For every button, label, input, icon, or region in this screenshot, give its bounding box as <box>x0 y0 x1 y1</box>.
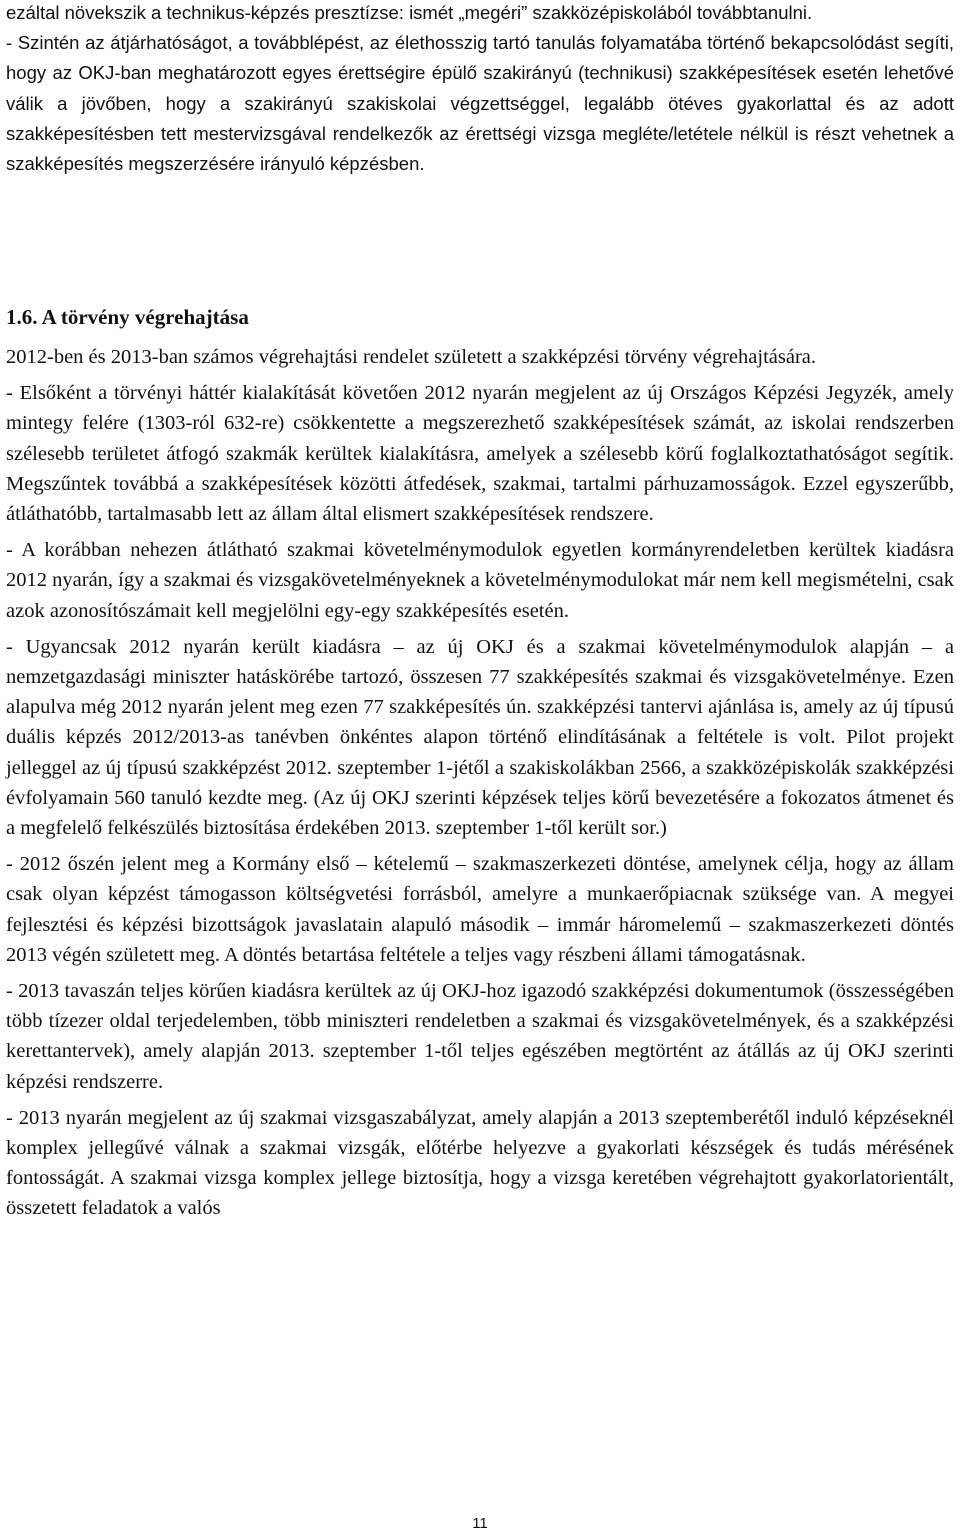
paragraph-vocational-requirements: - Ugyancsak 2012 nyarán került kiadásra – az új OKJ és a szakmai követelménymodulok alapján – a nemzetgazdasági miniszter hatáskörébe tartozó, összesen 77 szakképesítés szakmai és vizsgakövetelménye. Ezen alapulva még 2012 nyarán jelent meg ezen 77 szakképesítés ún. szakképzési tantervi ajánlása is, amely az új típusú duális képzés 2012/2013-as tanévben önkéntes alapon történő elindításának a feltétele is volt. Pilot projekt jelleggel az új típusú szakképzést 2012. szeptember 1-jétől a szakiskolákban 2566, a szakközépiskolák szakképzési évfolyamain 560 tanuló kezdte meg. (Az új OKJ szerinti képzések teljes körű bevezetésére a fokozatos átmenet és a megfelelő felkészülés biztosítása érdekében 2013. szeptember 1-től került sor.) <box>6 635 954 840</box>
paragraph-government-decision: - 2012 őszén jelent meg a Kormány első – kételemű – szakmaszerkezeti döntése, amelynek célja, hogy az állam csak olyan képzést támogasson költségvetési forrásból, amelyre a munkaerőpiacnak szüksége van. A megyei fejlesztési és képzési bizottságok javaslatain alapuló második – immár háromelemű – szakmaszerkezeti döntés 2013 végén született meg. A döntés betartása feltétele a teljes vagy részbeni állami támogatásnak. <box>6 853 954 966</box>
paragraph-exam-regulation: - 2013 nyarán megjelent az új szakmai vizsgaszabályzat, amely alapján a 2013 szeptemberétől induló képzéseknél komplex jellegűvé válnak a szakmai vizsgák, előtérbe helyezve a gyakorlati készségek és tudás mérésének fontosságát. A szakmai vizsga komplex jellege biztosítja, hogy a vizsga keretében végrehajtott gyakorlatorientált, összetett feladatok a valós <box>6 1106 954 1220</box>
paragraph-okj-register: - Elsőként a törvényi háttér kialakítását követően 2012 nyarán megjelent az új Országos Képzési Jegyzék, amely mintegy felére (1303-ról 632-re) csökkentette a megszerezhető szakképesítések számát, az iskolai rendszerben szélesebb területet átfogó szakmák kerültek kialakításra, amelyek a szélesebb körű foglalkoztathatóságot segítik. Megszűntek továbbá a szakképesítések közötti átfedések, szakmai, tartalmi párhuzamosságok. Ezzel egyszerűbb, átláthatóbb, tartalmasabb lett az állam által elismert szakképesítések rendszere. <box>6 382 954 526</box>
section-heading: 1.6. A törvény végrehajtása <box>6 305 249 329</box>
paragraph-intro: 2012-ben és 2013-ban számos végrehajtási rendelet született a szakképzési törvény végrehajtására. <box>6 346 816 368</box>
paragraph-okj-access: - Szintén az átjárhatóságot, a továbblépést, az élethosszig tartó tanulás folyamatába történő bekapcsolódást segíti, hogy az OKJ-ban meghatározott egyes érettségire épülő szakirányú (technikusi) szakképesítések esetén lehetővé válik a jövőben, hogy a szakirányú szakiskolai végzettséggel, legalább ötéves gyakorlattal és az adott szakképesítésben tett mestervizsgával rendelkezők az érettségi vizsga megléte/letétele nélkül is részt vehetnek a szakképesítés megszerzésére irányuló képzésben. <box>6 32 954 175</box>
top-text-block <box>6 0 954 179</box>
page-number: 11 <box>472 1515 488 1532</box>
paragraph-training-documents: - 2013 tavaszán teljes körűen kiadásra kerültek az új OKJ-hoz igazodó szakképzési dokumentumok (összességében több tízezer oldal terjedelemben, több miniszteri rendeletben a szakmai és vizsgakövetelmények, és a szakképzési kerettantervek), amely alapján 2013. szeptember 1-től teljes egészében megtörtént az átállás az új OKJ szerinti képzési rendszerre. <box>6 980 954 1093</box>
paragraph-continuation: ezáltal növekszik a technikus-képzés presztízse: ismét „megéri” szakközépiskolából továbbtanulni. <box>6 2 813 23</box>
main-text-block <box>6 342 954 1224</box>
paragraph-requirement-modules: - A korábban nehezen átlátható szakmai követelménymodulok egyetlen kormányrendeletben kerültek kiadásra 2012 nyarán, így a szakmai és vizsgakövetelményeknek a követelménymodulokat már nem kell megismételni, csak azok azonosítószámait kell megjelölni egy-egy szakképesítés esetén. <box>6 539 954 622</box>
